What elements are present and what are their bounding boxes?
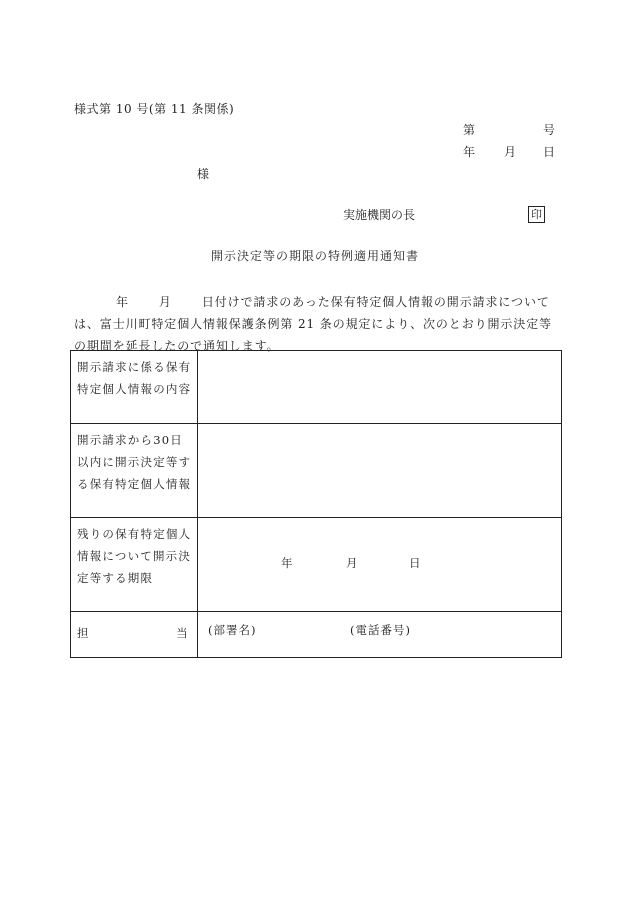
table-row: [71, 518, 562, 612]
addressee-suffix: 様: [197, 167, 210, 181]
within-30-days-label: 開示請求から30日以内に開示決定等する保有特定個人情報: [71, 424, 198, 518]
body-month: 月: [158, 295, 172, 309]
requested-info-field[interactable]: [198, 351, 562, 424]
body-year: 年: [116, 295, 129, 309]
deadline-year: 年: [281, 556, 293, 570]
deadline-day: 日: [409, 556, 421, 570]
department-label: (部署名): [208, 623, 257, 637]
issue-date-month: 月: [504, 145, 517, 159]
body-line-1-text: 日付けで請求のあった保有特定個人情報の開示請求について: [201, 295, 550, 309]
body-line-2: は、富士川町特定個人情報保護条例第 21 条の規定により、次のとおり開示決定等: [74, 317, 553, 331]
remaining-deadline-field[interactable]: [198, 518, 562, 612]
table-row: [71, 424, 562, 518]
document-number-prefix: 第: [463, 123, 476, 137]
body-paragraph: [74, 291, 562, 357]
issue-date-year: 年: [463, 145, 476, 159]
remaining-deadline-label: 残りの保有特定個人情報について開示決定等する期限: [71, 518, 198, 612]
table-row: [71, 351, 562, 424]
document-title: 開示決定等の期限の特例適用通知書: [210, 249, 419, 263]
body-line-1: [74, 291, 562, 313]
body-line-3: の期間を延長したので通知します。: [74, 339, 280, 353]
issuer-title: 実施機関の長: [343, 208, 416, 222]
requested-info-label: 開示請求に係る保有特定個人情報の内容: [71, 351, 198, 424]
table-row: [71, 612, 562, 658]
contact-person-label: [71, 612, 198, 658]
form-number: 様式第 10 号(第 11 条関係): [74, 102, 235, 116]
contact-label-second: 当: [176, 626, 189, 640]
deadline-month: 月: [346, 556, 358, 570]
issue-date-day: 日: [543, 145, 556, 159]
contact-info-field[interactable]: [198, 612, 562, 658]
document-number-suffix: 号: [543, 123, 556, 137]
within-30-days-field[interactable]: [198, 424, 562, 518]
contact-label-first: 担: [77, 626, 90, 640]
seal-stamp: 印: [528, 206, 545, 223]
phone-number-label: (電話番号): [350, 623, 411, 637]
details-table: [70, 350, 562, 658]
